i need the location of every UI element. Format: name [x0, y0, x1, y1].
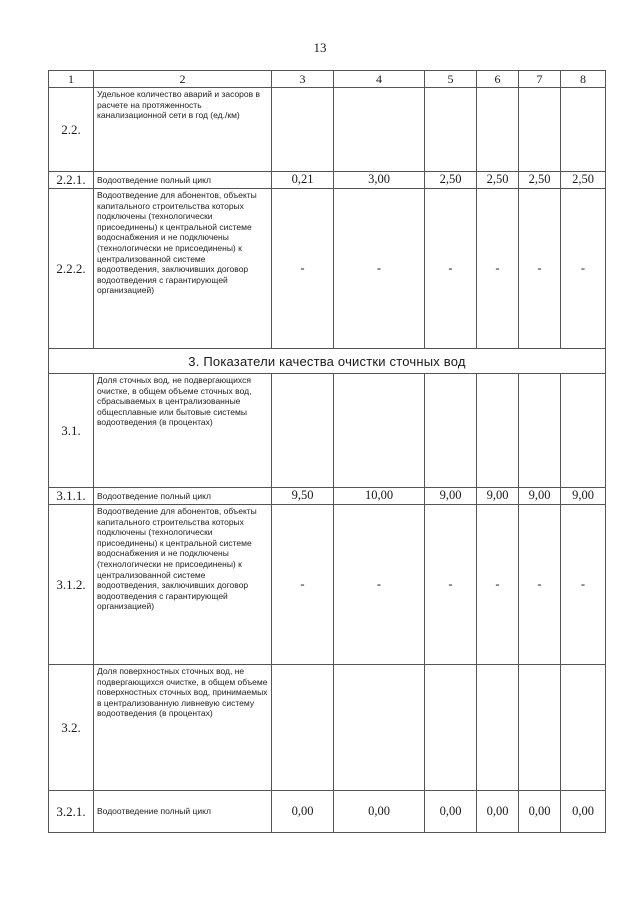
indicators-table	[48, 70, 606, 833]
value-cell	[334, 665, 425, 791]
value-cell: 9,00	[477, 488, 519, 505]
value-cell: 9,00	[425, 488, 477, 505]
row-description: Водоотведение полный цикл	[94, 488, 272, 505]
row-description: Водоотведение полный цикл	[94, 791, 272, 833]
value-cell	[477, 88, 519, 172]
value-cell: 2,50	[477, 172, 519, 189]
value-cell	[477, 374, 519, 488]
table-row	[49, 665, 606, 791]
column-header: 8	[561, 71, 606, 88]
value-cell: 0,00	[272, 791, 334, 833]
row-number: 3.1.1.	[49, 488, 94, 505]
value-cell: 2,50	[519, 172, 561, 189]
value-cell	[272, 374, 334, 488]
value-cell: -	[272, 505, 334, 665]
row-number: 3.1.2.	[49, 505, 94, 665]
value-cell: 2,50	[425, 172, 477, 189]
section-row	[49, 349, 606, 374]
value-cell: -	[519, 189, 561, 349]
value-cell: -	[334, 189, 425, 349]
value-cell: -	[519, 505, 561, 665]
table-row	[49, 505, 606, 665]
row-number: 3.1.	[49, 374, 94, 488]
value-cell	[425, 665, 477, 791]
value-cell: -	[425, 505, 477, 665]
value-cell: 0,00	[561, 791, 606, 833]
table-row	[49, 791, 606, 833]
value-cell: 10,00	[334, 488, 425, 505]
value-cell: 0,00	[334, 791, 425, 833]
value-cell: -	[561, 505, 606, 665]
value-cell: 0,00	[425, 791, 477, 833]
value-cell: -	[477, 189, 519, 349]
column-header: 1	[49, 71, 94, 88]
value-cell	[519, 88, 561, 172]
value-cell	[561, 665, 606, 791]
value-cell	[425, 374, 477, 488]
table-row	[49, 189, 606, 349]
value-cell: 2,50	[561, 172, 606, 189]
row-description: Удельное количество аварий и засоров в расчете на протяженность канализационной сети в год (ед./км)	[94, 88, 272, 172]
row-number: 3.2.1.	[49, 791, 94, 833]
table-row	[49, 488, 606, 505]
row-description: Водоотведение для абонентов, объекты капитального строительства которых подключены (технологически присоединены) к центральной системе водоснабжения и не подключены (технологически не присоединены) к централизованной системе водоотведения, заключивших договор водоотведения с гарантирующей организацией)	[94, 189, 272, 349]
column-header: 2	[94, 71, 272, 88]
value-cell: -	[272, 189, 334, 349]
column-header: 3	[272, 71, 334, 88]
value-cell: 0,21	[272, 172, 334, 189]
row-description: Доля сточных вод, не подвергающихся очистке, в общем объеме сточных вод, сбрасываемых в централизованные общесплавные или бытовые системы водоотведения (в процентах)	[94, 374, 272, 488]
value-cell: -	[477, 505, 519, 665]
page-number: 13	[313, 40, 327, 55]
table-row	[49, 374, 606, 488]
value-cell	[334, 374, 425, 488]
value-cell	[272, 665, 334, 791]
value-cell	[561, 88, 606, 172]
column-header: 6	[477, 71, 519, 88]
value-cell	[561, 374, 606, 488]
row-description: Доля поверхностных сточных вод, не подвергающихся очистке, в общем объеме поверхностных сточных вод, принимаемых в централизованную ливневую систему водоотведения (в процентах)	[94, 665, 272, 791]
header-row	[49, 71, 606, 88]
section-title: 3. Показатели качества очистки сточных вод	[49, 349, 606, 374]
value-cell	[519, 665, 561, 791]
row-number: 2.2.2.	[49, 189, 94, 349]
value-cell: 9,00	[561, 488, 606, 505]
value-cell	[477, 665, 519, 791]
row-number: 3.2.	[49, 665, 94, 791]
row-number: 2.2.1.	[49, 172, 94, 189]
value-cell: 9,50	[272, 488, 334, 505]
value-cell: 0,00	[477, 791, 519, 833]
value-cell: -	[334, 505, 425, 665]
table-row	[49, 88, 606, 172]
row-description: Водоотведение для абонентов, объекты капитального строительства которых подключены (технологически присоединены) к центральной системе водоснабжения и не подключены (технологически не присоединены) к централизованной системе водоотведения, заключивших договор водоотведения с гарантирующей организацией)	[94, 505, 272, 665]
value-cell	[334, 88, 425, 172]
value-cell	[519, 374, 561, 488]
table-row	[49, 172, 606, 189]
value-cell: -	[425, 189, 477, 349]
value-cell: 0,00	[519, 791, 561, 833]
value-cell: 9,00	[519, 488, 561, 505]
row-number: 2.2.	[49, 88, 94, 172]
column-header: 5	[425, 71, 477, 88]
column-header: 7	[519, 71, 561, 88]
value-cell	[425, 88, 477, 172]
column-header: 4	[334, 71, 425, 88]
row-description: Водоотведение полный цикл	[94, 172, 272, 189]
value-cell	[272, 88, 334, 172]
value-cell: -	[561, 189, 606, 349]
value-cell: 3,00	[334, 172, 425, 189]
